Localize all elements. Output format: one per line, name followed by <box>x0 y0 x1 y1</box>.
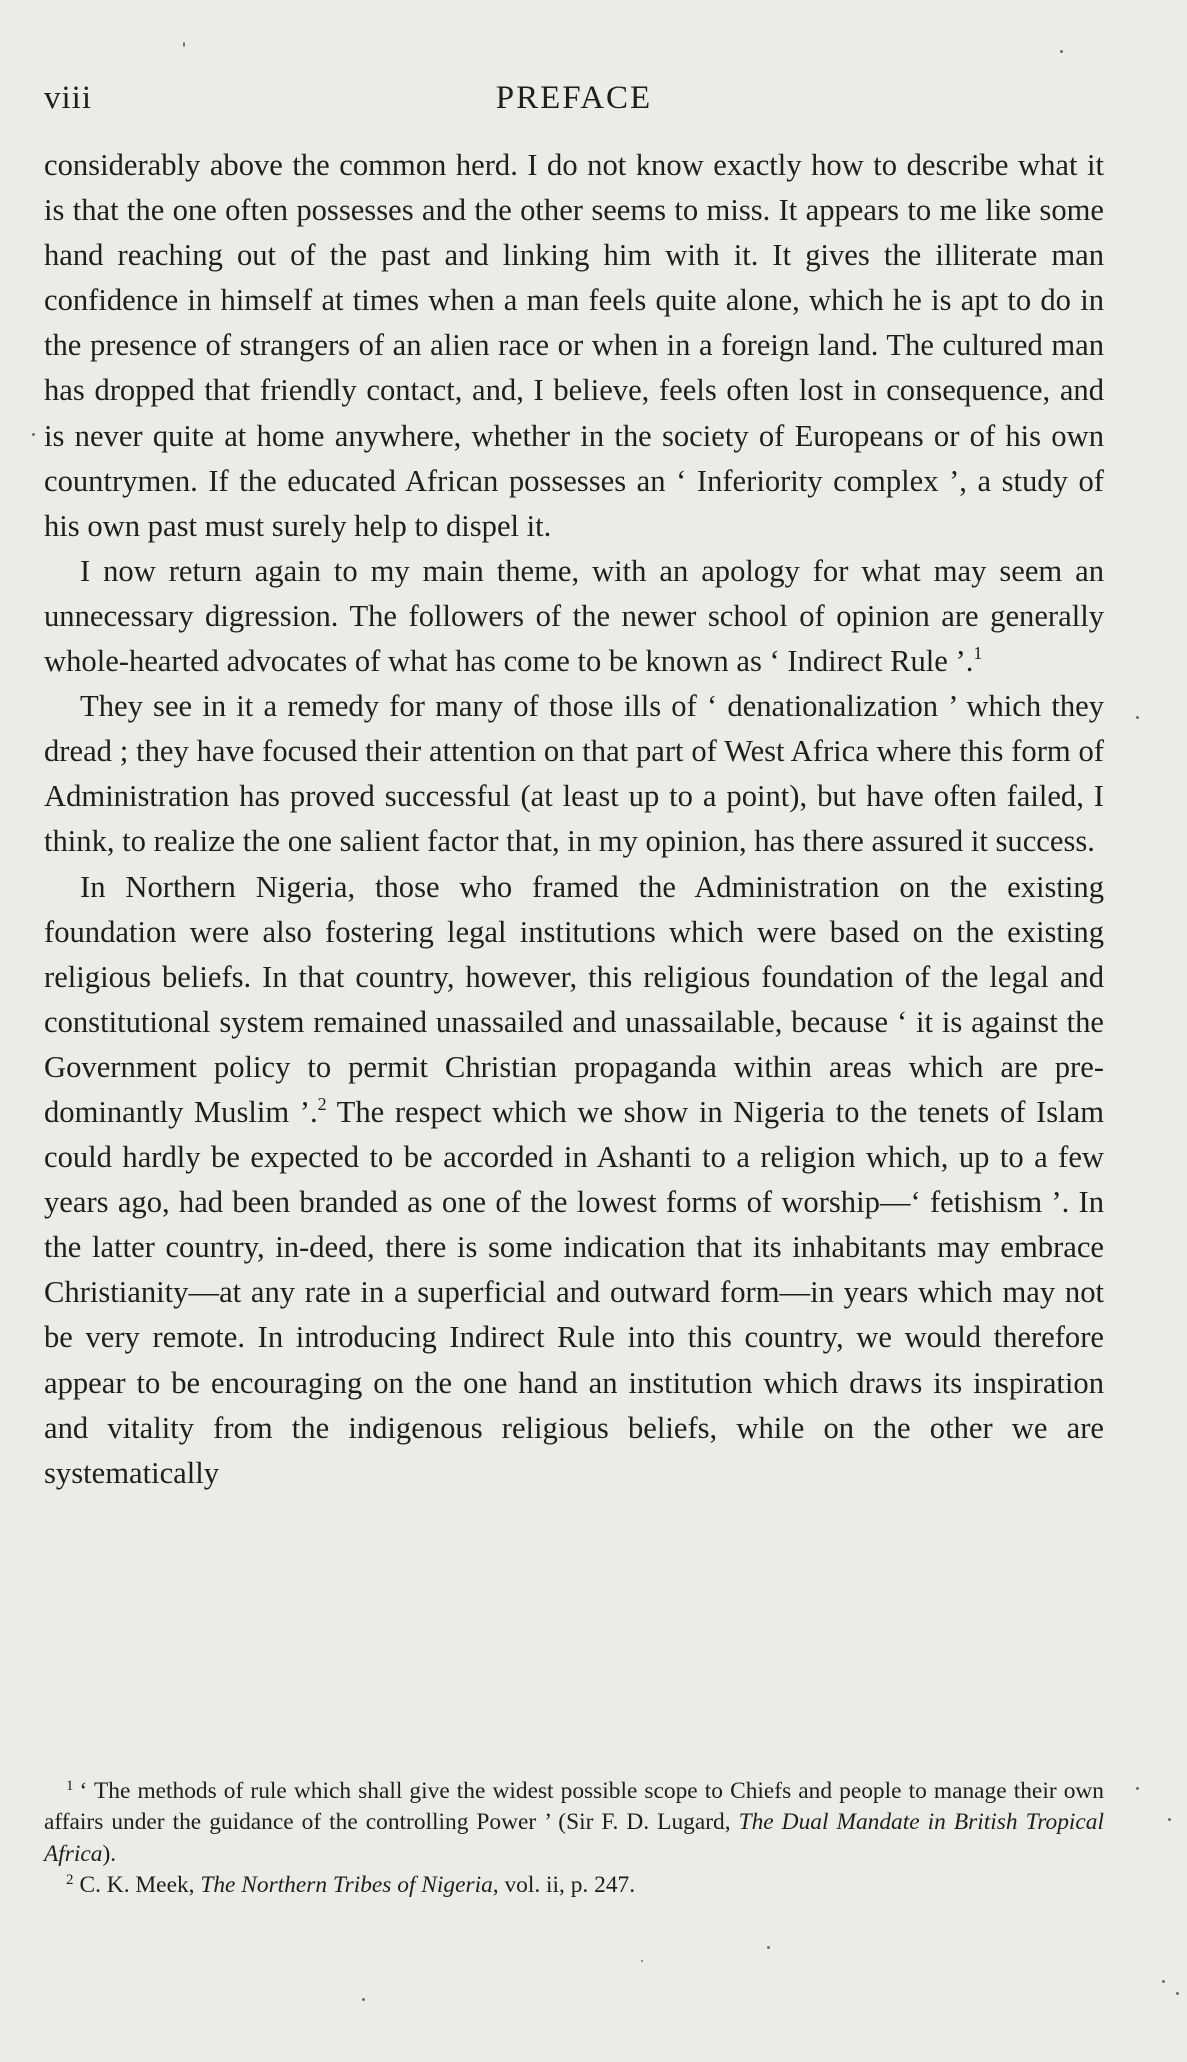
body-paragraph <box>44 143 1104 549</box>
footnote-reference: 1 <box>973 643 983 664</box>
scan-speck <box>1168 1818 1171 1821</box>
page-number: viii <box>44 80 93 116</box>
paragraph-text: They see in it a remedy for many of those ills of ‘ denationalization ’ which they dread ; they have focused their attention on that part of West Africa where this form of Administration has proved successful (at least up to a point), but have often failed, I think, to realize the one salient factor that, in my opinion, has there assured it success. <box>44 689 1104 859</box>
footnote-text: , vol. ii, p. 247. <box>492 1872 636 1899</box>
scan-speck <box>1136 1787 1139 1790</box>
footnote-title: The Dual Mandate in British Tropical Africa <box>44 1809 1104 1867</box>
footnote-text: ). <box>102 1840 117 1867</box>
body-paragraph <box>44 684 1104 864</box>
paragraph-text: considerably above the common herd. I do not know exactly how to describe what it is that the one often possesses and the other seems to miss. It appears to me like some hand reaching out of the past and linking him with it. It gives the illiterate man confidence in himself at times when a man feels quite alone, which he is apt to do in the presence of strangers of an alien race or when in a foreign land. The cultured man has dropped that friendly contact, and, I believe, feels often lost in consequence, and is never quite at home anywhere, whether in the society of Europeans or of his own countrymen. If the educated African possesses an ‘ Inferiority complex ’, a study of his own past must surely help to dispel it. <box>44 148 1104 543</box>
body-paragraph <box>44 865 1104 1496</box>
scan-speck <box>1162 1980 1165 1983</box>
footnotes <box>44 1776 1104 1902</box>
paragraph-text: In Northern Nigeria, those who framed the Administration on the existing foundation were also fostering legal institutions which were based on the existing religious beliefs. In that country, however, this religious foundation of the legal and constitutional system remained unassailed and unassailable, because ‘ it is against the Government policy to permit Christian propaganda within areas which are pre-dominantly Muslim ’. <box>44 869 1104 1129</box>
scan-speck <box>1136 716 1139 719</box>
footnote-text: ‘ The methods of rule which shall give the widest possible scope to Chiefs and people to manage their own affairs under the guidance of the controlling Power ’ (Sir F. D. Lugard, <box>44 1778 1104 1836</box>
body-text <box>44 143 1104 1496</box>
scan-speck <box>767 1946 770 1949</box>
footnote <box>44 1776 1104 1870</box>
paragraph-text: The respect which we show in Nigeria to the tenets of Islam could hardly be expected to be accorded in Ashanti to a religion which, up to a few years ago, had been branded as one of the lowest forms of worship—‘ fetishism ’. In the latter country, in-deed, there is some indication that its inhabitants may embrace Christianity—at any rate in a superficial and outward form—in years which may not be very remote. In introducing Indirect Rule into this country, we would therefore appear to be encouraging on the one hand an institution which draws its inspiration and vitality from the indigenous religious beliefs, while on the other we are systematically <box>44 1094 1104 1490</box>
running-head <box>44 80 1104 126</box>
footnote-reference: 2 <box>317 1093 327 1114</box>
page-title: PREFACE <box>495 80 653 116</box>
scan-speck <box>183 42 185 47</box>
footnote-title: The Northern Tribes of Nigeria <box>200 1872 493 1899</box>
footnote <box>44 1870 1104 1901</box>
footnote-marker: 2 <box>66 1872 74 1889</box>
scan-speck <box>362 1998 365 2001</box>
footnote-text: C. K. Meek, <box>79 1872 201 1899</box>
scan-speck <box>1060 50 1063 53</box>
body-paragraph <box>44 549 1104 684</box>
scan-speck <box>1176 1992 1179 1995</box>
paragraph-text: I now return again to my main theme, with an apology for what may seem an unnecessary digression. The followers of the newer school of opinion are generally whole-hearted advocates of what has come to be known as ‘ Indirect Rule ’. <box>44 553 1104 679</box>
scan-speck <box>32 433 35 436</box>
footnote-marker: 1 <box>66 1778 74 1794</box>
scan-speck <box>641 1960 643 1962</box>
